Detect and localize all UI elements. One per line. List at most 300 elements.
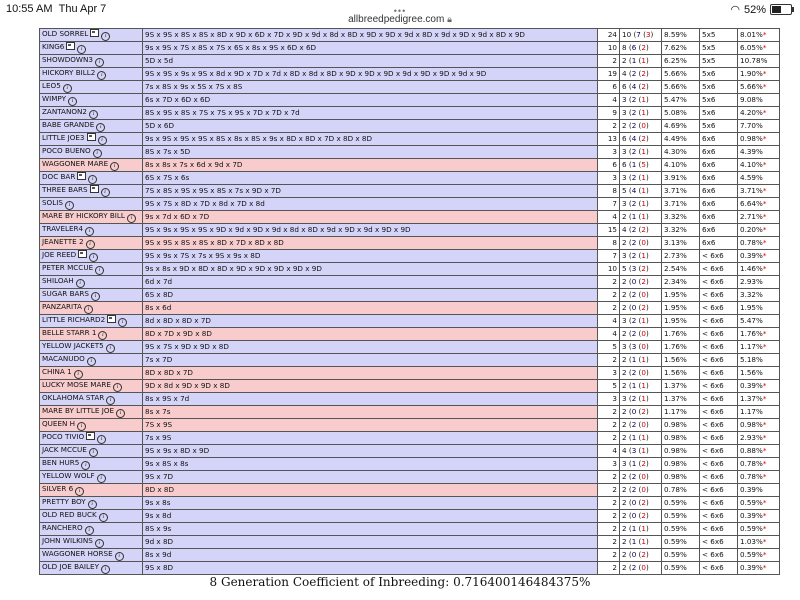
count-total: 2 xyxy=(622,302,627,312)
photo-icon[interactable] xyxy=(86,432,95,440)
generation-value: < 6x6 xyxy=(702,536,724,546)
cross-text: 5D x 5d xyxy=(145,55,174,65)
info-icon[interactable]: i xyxy=(118,318,127,327)
table-row xyxy=(40,224,780,237)
percent-value: 7.62% xyxy=(664,42,687,52)
info-icon[interactable]: i xyxy=(101,565,110,574)
horse-name-cell[interactable] xyxy=(40,120,143,133)
horse-link[interactable]: MARE BY HICKORY BILL xyxy=(42,211,125,220)
info-icon[interactable]: i xyxy=(101,32,110,41)
horse-name-cell[interactable] xyxy=(40,211,143,224)
percent-value: 4.49% xyxy=(664,133,687,143)
cross-text: 9d x 8D xyxy=(145,536,174,546)
horse-link[interactable]: PETER MCCUE xyxy=(42,263,94,272)
dom-cell xyxy=(738,523,780,536)
count-red: 0 xyxy=(641,237,646,247)
count-total: 2 xyxy=(622,549,627,559)
generation-value: < 6x6 xyxy=(702,419,724,429)
total-count: 7 xyxy=(612,198,617,208)
horse-link[interactable]: BABE GRANDE xyxy=(42,120,95,129)
table-row xyxy=(40,29,780,42)
count-red: 0 xyxy=(641,562,646,572)
count-breakdown-cell: 2 (0 (2) xyxy=(620,497,662,510)
percent-value: 0.78% xyxy=(664,484,687,494)
horse-name-cell[interactable] xyxy=(40,419,143,432)
generation-cell xyxy=(700,289,738,302)
horse-link[interactable]: LUCKY MOSE MARE xyxy=(42,380,111,389)
total-count: 2 xyxy=(612,484,617,494)
count-blue: 2 xyxy=(631,419,637,429)
more-dots-icon[interactable]: ••• xyxy=(393,6,407,16)
cross-text: 9s x 8d xyxy=(145,510,172,520)
horse-link[interactable]: OKLAHOMA STAR xyxy=(42,393,105,402)
total-count: 8 xyxy=(612,237,617,247)
horse-link[interactable]: THREE BARS xyxy=(42,185,88,194)
horse-name-cell[interactable] xyxy=(40,445,143,458)
table-row xyxy=(40,302,780,315)
horse-name-cell[interactable] xyxy=(40,393,143,406)
generation-cell xyxy=(700,523,738,536)
table-row xyxy=(40,276,780,289)
dom-cell xyxy=(738,510,780,523)
horse-link[interactable]: LITTLE JOE3 xyxy=(42,133,85,142)
count-blue: 3 xyxy=(631,341,637,351)
info-icon[interactable]: i xyxy=(84,305,93,314)
cross-cell xyxy=(143,198,598,211)
info-icon[interactable]: i xyxy=(85,227,94,236)
dom-cell xyxy=(738,562,780,575)
info-icon[interactable]: i xyxy=(91,292,100,301)
horse-link[interactable]: JOHN WILKINS xyxy=(42,536,93,545)
count-breakdown-cell: 2 (0 (2) xyxy=(620,276,662,289)
info-icon[interactable]: i xyxy=(85,526,94,535)
horse-link[interactable]: SOLIS xyxy=(42,198,63,207)
cross-cell xyxy=(143,497,598,510)
dom-cell xyxy=(738,68,780,81)
dom-cell xyxy=(738,198,780,211)
table-row xyxy=(40,484,780,497)
percent-value: 0.59% xyxy=(664,523,687,533)
table-row xyxy=(40,185,780,198)
table-row xyxy=(40,250,780,263)
count-blue: 2 xyxy=(631,471,637,481)
horse-link[interactable]: YELLOW JACKET5 xyxy=(42,341,104,350)
horse-name-cell[interactable] xyxy=(40,185,143,198)
horse-name-cell[interactable] xyxy=(40,94,143,107)
horse-name-cell[interactable] xyxy=(40,42,143,55)
total-count-cell xyxy=(598,471,620,484)
total-count-cell xyxy=(598,172,620,185)
info-icon[interactable]: i xyxy=(98,331,107,340)
generation-value: 5x5 xyxy=(702,29,716,39)
percent-cell xyxy=(662,393,700,406)
generation-value: 5x6 xyxy=(702,81,716,91)
star-marker: * xyxy=(762,133,767,143)
cross-cell xyxy=(143,146,598,159)
count-breakdown-cell: 3 (2 (1) xyxy=(620,146,662,159)
horse-link[interactable]: LEO5 xyxy=(42,81,61,90)
info-icon[interactable]: i xyxy=(98,136,107,145)
info-icon[interactable]: i xyxy=(95,266,104,275)
total-count-cell xyxy=(598,367,620,380)
horse-link[interactable]: PRETTY BOY xyxy=(42,497,86,506)
generation-cell xyxy=(700,419,738,432)
count-breakdown-cell: 3 (2 (1) xyxy=(620,393,662,406)
total-count: 2 xyxy=(612,497,617,507)
horse-name-cell[interactable] xyxy=(40,315,143,328)
info-icon[interactable]: i xyxy=(95,58,104,67)
info-icon[interactable]: i xyxy=(99,513,108,522)
horse-link[interactable]: BELLE STARR 1 xyxy=(42,328,97,337)
table-row xyxy=(40,94,780,107)
cross-cell xyxy=(143,445,598,458)
dom-value: 1.37% xyxy=(740,393,763,403)
cross-text: 9S x 9s x 9S x 9S x 9D x 9d x 9D x 9d x 8d x 8D x 9d x 9D x 9d x 9D x 9D xyxy=(145,224,411,234)
horse-link[interactable]: MACANUDO xyxy=(42,354,85,363)
dom-value: 9.08% xyxy=(740,94,763,104)
dom-value: 0.98% xyxy=(740,419,763,429)
cross-text: 7s x 8S x 9s x 5S x 7S x 8S xyxy=(145,81,243,91)
star-marker: * xyxy=(762,42,767,52)
info-icon[interactable]: i xyxy=(101,188,110,197)
info-icon[interactable]: i xyxy=(88,175,97,184)
photo-icon[interactable] xyxy=(78,250,87,258)
dom-cell xyxy=(738,133,780,146)
generation-value: < 6x6 xyxy=(702,458,724,468)
horse-name-cell[interactable] xyxy=(40,523,143,536)
count-total: 2 xyxy=(622,510,627,520)
horse-link[interactable]: BEN HUR5 xyxy=(42,458,80,467)
count-total: 3 xyxy=(622,458,627,468)
photo-icon[interactable] xyxy=(90,185,99,193)
horse-name-cell[interactable] xyxy=(40,133,143,146)
horse-link[interactable]: QUEEN H xyxy=(42,419,76,428)
dom-value: 0.39% xyxy=(740,484,763,494)
horse-link[interactable]: LITTLE RICHARD2 xyxy=(42,315,106,324)
horse-name-cell[interactable] xyxy=(40,302,143,315)
total-count: 2 xyxy=(612,55,617,65)
horse-link[interactable]: SHILOAH xyxy=(42,276,74,285)
horse-link[interactable]: HICKORY BILL2 xyxy=(42,68,96,77)
info-icon[interactable]: i xyxy=(97,474,106,483)
photo-icon[interactable] xyxy=(90,29,99,37)
count-breakdown-cell: 3 (2 (1) xyxy=(620,94,662,107)
percent-cell xyxy=(662,42,700,55)
count-red: 2 xyxy=(641,510,646,520)
generation-cell xyxy=(700,172,738,185)
total-count-cell xyxy=(598,536,620,549)
star-marker: * xyxy=(762,380,767,390)
percent-cell xyxy=(662,159,700,172)
percent-value: 1.56% xyxy=(664,367,687,377)
horse-name-cell[interactable] xyxy=(40,263,143,276)
info-icon[interactable]: i xyxy=(88,500,97,509)
percent-cell xyxy=(662,29,700,42)
horse-link[interactable]: WAGGONER MARE xyxy=(42,159,109,168)
info-icon[interactable]: i xyxy=(81,461,90,470)
cross-text: 8D x 8D x 7D xyxy=(145,367,193,377)
info-icon[interactable]: i xyxy=(96,123,105,132)
cross-cell xyxy=(143,81,598,94)
generation-value: < 6x6 xyxy=(702,380,724,390)
info-icon[interactable]: i xyxy=(68,97,77,106)
info-icon[interactable]: i xyxy=(106,396,115,405)
table-row xyxy=(40,42,780,55)
dom-cell xyxy=(738,185,780,198)
horse-name-cell[interactable] xyxy=(40,198,143,211)
count-breakdown-cell: 6 (4 (2) xyxy=(620,133,662,146)
horse-name-cell[interactable] xyxy=(40,172,143,185)
dom-cell xyxy=(738,302,780,315)
star-marker: * xyxy=(762,536,767,546)
dom-cell xyxy=(738,250,780,263)
count-red: 1 xyxy=(641,445,646,455)
info-icon[interactable]: i xyxy=(77,45,86,54)
dom-cell xyxy=(738,146,780,159)
horse-name-cell[interactable] xyxy=(40,562,143,575)
cross-cell xyxy=(143,68,598,81)
horse-link[interactable]: OLD SORREL xyxy=(42,29,89,38)
url-bar[interactable] xyxy=(0,8,800,25)
horse-name-cell[interactable] xyxy=(40,159,143,172)
cross-text: 9s x 8S x 8s xyxy=(145,458,189,468)
info-icon[interactable]: i xyxy=(75,487,84,496)
count-breakdown-cell: 8 (6 (2) xyxy=(620,42,662,55)
count-total: 8 xyxy=(622,42,627,52)
total-count: 2 xyxy=(612,276,617,286)
cross-text: 9s x 7d x 6D x 7D xyxy=(145,211,210,221)
info-icon[interactable]: i xyxy=(97,71,106,80)
count-red: 3 xyxy=(645,29,651,39)
dom-value: 4.10% xyxy=(740,159,763,169)
percent-value: 1.76% xyxy=(664,341,687,351)
horse-link[interactable]: DOC BAR xyxy=(42,172,76,181)
horse-name-cell[interactable] xyxy=(40,29,143,42)
cross-text: 6S x 7S x 6s xyxy=(145,172,190,182)
horse-name-cell[interactable] xyxy=(40,289,143,302)
horse-link[interactable]: POCO TIVIO xyxy=(42,432,85,441)
horse-name-cell[interactable] xyxy=(40,497,143,510)
horse-link[interactable]: WIMPY xyxy=(42,94,66,103)
total-count-cell xyxy=(598,146,620,159)
cross-cell xyxy=(143,211,598,224)
info-icon[interactable]: i xyxy=(86,240,95,249)
generation-cell xyxy=(700,211,738,224)
generation-value: < 6x6 xyxy=(702,562,724,572)
dom-value: 10.78% xyxy=(740,55,768,65)
horse-name-cell[interactable] xyxy=(40,406,143,419)
total-count: 3 xyxy=(612,146,617,156)
horse-link[interactable]: JOE REED xyxy=(42,250,77,259)
horse-name-cell[interactable] xyxy=(40,458,143,471)
photo-icon[interactable] xyxy=(77,172,86,180)
count-red: 2 xyxy=(641,263,646,273)
count-red: 1 xyxy=(641,393,646,403)
star-marker: * xyxy=(762,419,767,429)
count-total: 2 xyxy=(622,354,627,364)
dom-cell xyxy=(738,81,780,94)
horse-link[interactable]: SILVER 6 xyxy=(42,484,74,493)
horse-name-cell[interactable] xyxy=(40,250,143,263)
info-icon[interactable]: i xyxy=(106,344,115,353)
cross-text: 6S x 8D xyxy=(145,289,174,299)
info-icon[interactable]: i xyxy=(76,279,85,288)
info-icon[interactable]: i xyxy=(127,214,136,223)
generation-value: < 6x6 xyxy=(702,250,724,260)
info-icon[interactable]: i xyxy=(89,448,98,457)
count-blue: 1 xyxy=(631,458,637,468)
info-icon[interactable]: i xyxy=(93,149,102,158)
cross-text: 5D x 6D xyxy=(145,120,175,130)
horse-name-cell[interactable] xyxy=(40,484,143,497)
generation-value: < 6x6 xyxy=(702,289,724,299)
horse-link[interactable]: OLD RED BUCK xyxy=(42,510,97,519)
generation-value: 5x6 xyxy=(702,120,716,130)
cross-cell xyxy=(143,315,598,328)
table-row xyxy=(40,562,780,575)
count-red: 2 xyxy=(641,133,646,143)
dom-value: 1.17% xyxy=(740,341,763,351)
table-row xyxy=(40,549,780,562)
table-row xyxy=(40,510,780,523)
horse-link[interactable]: YELLOW WOLF xyxy=(42,471,95,480)
total-count-cell xyxy=(598,445,620,458)
percent-value: 1.56% xyxy=(664,354,687,364)
total-count: 5 xyxy=(612,380,617,390)
horse-link[interactable]: JEANETTE 2 xyxy=(42,237,84,246)
wifi-icon: ◠ xyxy=(730,4,740,16)
horse-name-cell[interactable] xyxy=(40,81,143,94)
horse-link[interactable]: JACK MCCUE xyxy=(42,445,87,454)
table-row xyxy=(40,380,780,393)
count-breakdown-cell: 3 (2 (1) xyxy=(620,172,662,185)
dom-value: 0.98% xyxy=(740,133,763,143)
horse-link[interactable]: KING6 xyxy=(42,42,65,51)
horse-link[interactable]: POCO BUENO xyxy=(42,146,91,155)
photo-icon[interactable] xyxy=(87,133,96,141)
info-icon[interactable]: i xyxy=(89,110,98,119)
horse-name-cell[interactable] xyxy=(40,224,143,237)
total-count: 7 xyxy=(612,250,617,260)
info-icon[interactable]: i xyxy=(113,383,122,392)
count-blue: 0 xyxy=(631,510,637,520)
count-breakdown-cell: 2 (1 (1) xyxy=(620,55,662,68)
info-icon[interactable]: i xyxy=(116,409,125,418)
horse-name-cell[interactable] xyxy=(40,68,143,81)
horse-name-cell[interactable] xyxy=(40,471,143,484)
info-icon[interactable]: i xyxy=(95,539,104,548)
horse-name-cell[interactable] xyxy=(40,237,143,250)
dom-value: 4.59% xyxy=(740,172,763,182)
count-red: 2 xyxy=(641,458,646,468)
info-icon[interactable]: i xyxy=(63,84,72,93)
horse-link[interactable]: ZANTANON2 xyxy=(42,107,87,116)
cross-text: 9D x 8d x 9D x 9D x 8D xyxy=(145,380,230,390)
horse-link[interactable]: PANZARITA xyxy=(42,302,82,311)
cross-cell xyxy=(143,393,598,406)
horse-name-cell[interactable] xyxy=(40,380,143,393)
horse-link[interactable]: TRAVELER4 xyxy=(42,224,84,233)
total-count-cell xyxy=(598,198,620,211)
total-count-cell xyxy=(598,497,620,510)
url-text[interactable]: allbreedpedigree.com xyxy=(348,14,445,25)
total-count: 5 xyxy=(612,341,617,351)
cross-cell xyxy=(143,484,598,497)
dom-value: 3.32% xyxy=(740,289,763,299)
dom-cell xyxy=(738,458,780,471)
info-icon[interactable]: i xyxy=(97,435,106,444)
horse-name-cell[interactable] xyxy=(40,55,143,68)
percent-value: 3.71% xyxy=(664,198,687,208)
count-red: 1 xyxy=(641,198,646,208)
info-icon[interactable]: i xyxy=(74,370,83,379)
count-breakdown-cell: 2 (2 (0) xyxy=(620,237,662,250)
generation-cell xyxy=(700,471,738,484)
info-icon[interactable]: i xyxy=(87,357,96,366)
count-red: 1 xyxy=(641,211,646,221)
horse-name-cell[interactable] xyxy=(40,549,143,562)
horse-name-cell[interactable] xyxy=(40,354,143,367)
percent-cell xyxy=(662,406,700,419)
percent-cell xyxy=(662,198,700,211)
horse-link[interactable]: SHOWDOWN3 xyxy=(42,55,93,64)
horse-name-cell[interactable] xyxy=(40,107,143,120)
count-red: 2 xyxy=(641,42,646,52)
horse-link[interactable]: CHINA 1 xyxy=(42,367,72,376)
horse-link[interactable]: OLD JOE BAILEY xyxy=(42,562,99,571)
count-red: 1 xyxy=(641,250,646,260)
horse-link[interactable]: WAGGONER HORSE xyxy=(42,549,113,558)
table-row xyxy=(40,471,780,484)
horse-name-cell[interactable] xyxy=(40,146,143,159)
info-icon[interactable]: i xyxy=(77,422,86,431)
horse-link[interactable]: SUGAR BARS xyxy=(42,289,89,298)
horse-name-cell[interactable] xyxy=(40,328,143,341)
total-count-cell xyxy=(598,94,620,107)
generation-value: < 6x6 xyxy=(702,484,724,494)
count-blue: 2 xyxy=(631,367,637,377)
percent-value: 3.32% xyxy=(664,224,687,234)
dom-cell xyxy=(738,224,780,237)
photo-icon[interactable] xyxy=(107,315,116,323)
total-count-cell xyxy=(598,510,620,523)
count-breakdown-cell: 10 (7 (3) xyxy=(620,29,662,42)
horse-name-cell[interactable] xyxy=(40,536,143,549)
info-icon[interactable]: i xyxy=(89,253,98,262)
info-icon[interactable]: i xyxy=(115,552,124,561)
photo-icon[interactable] xyxy=(66,42,75,50)
horse-link[interactable]: MARE BY LITTLE JOE xyxy=(42,406,115,415)
horse-name-cell[interactable] xyxy=(40,510,143,523)
horse-name-cell[interactable] xyxy=(40,341,143,354)
generation-cell xyxy=(700,328,738,341)
info-icon[interactable]: i xyxy=(110,162,119,171)
total-count-cell xyxy=(598,133,620,146)
info-icon[interactable]: i xyxy=(65,201,74,210)
percent-value: 0.98% xyxy=(664,419,687,429)
generation-value: 5x5 xyxy=(702,55,716,65)
total-count: 2 xyxy=(612,562,617,572)
horse-name-cell[interactable] xyxy=(40,367,143,380)
dom-cell xyxy=(738,419,780,432)
horse-link[interactable]: RANCHERO xyxy=(42,523,83,532)
horse-name-cell[interactable] xyxy=(40,432,143,445)
generation-value: 6x6 xyxy=(702,211,716,221)
count-blue: 6 xyxy=(631,42,637,52)
horse-name-cell[interactable] xyxy=(40,276,143,289)
generation-value: < 6x6 xyxy=(702,432,724,442)
cross-text: 8s x 8s x 7s x 6d x 9d x 7D xyxy=(145,159,243,169)
